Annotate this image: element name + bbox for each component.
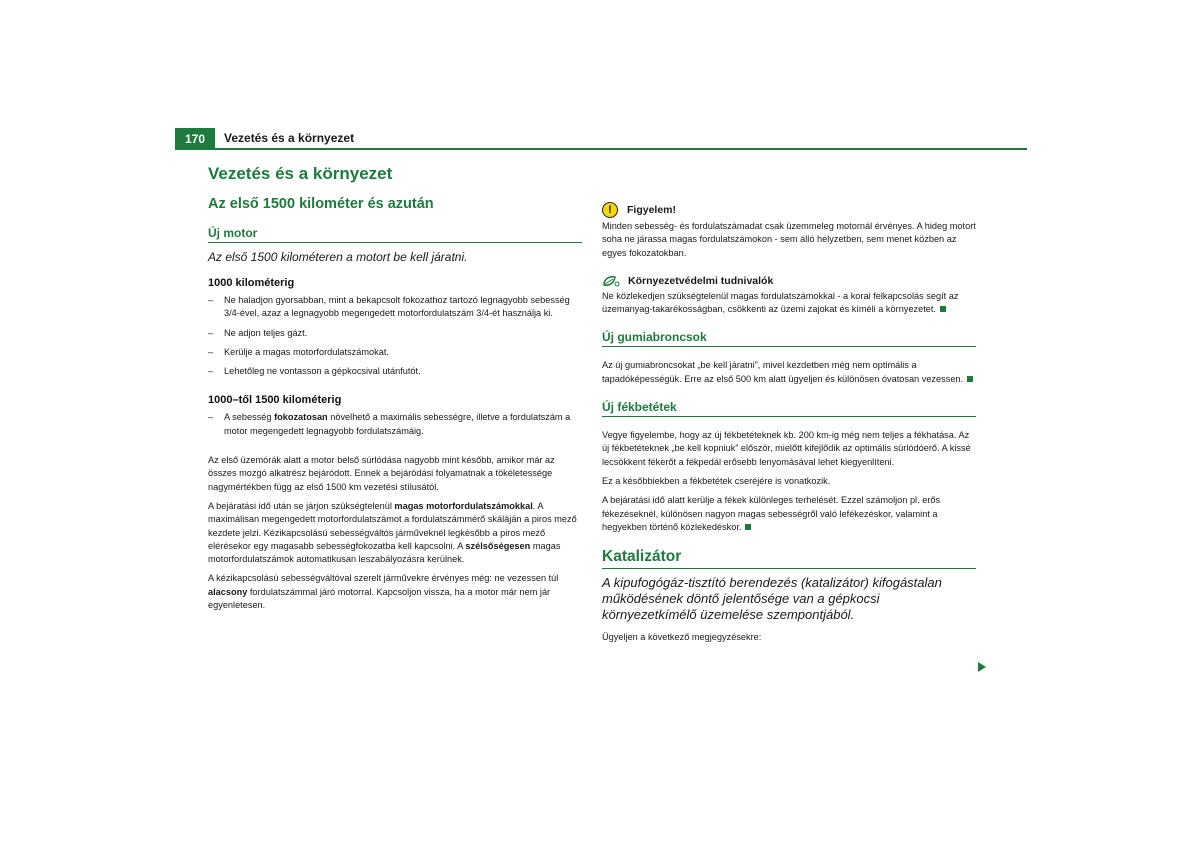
environment-title: Környezetvédelmi tudnivalók	[628, 274, 774, 287]
warning-icon: !	[602, 202, 618, 218]
section-title: Az első 1500 kilométer és azután	[208, 196, 434, 212]
warning-heading	[602, 202, 976, 218]
environment-icon	[602, 274, 620, 288]
left-column	[208, 160, 582, 618]
paragraph-high-rpm: A bejáratási idő után se járjon szükségtelenül magas motorfordulatszámokkal. A maximálisan megengedett motorfordulatszámot a fordulatszámmérő skáláján a piros mező kezdete jelzi. Kézikapcsolású sebességváltós járműveknél legkésőbb a piros mező elérésekor egy magasabb sebességfokozatba kell kapcsolni. A szélsőségesen magas motorfordulatszámok automatikusan leszabályozásra kerülnek.	[208, 500, 577, 565]
page-number: 170	[175, 128, 215, 150]
environment-text: Ne közlekedjen szükségtelenül magas fordulatszámokkal - a korai felkapcsolás segít az üzemanyag-takarékosságban, csökkenti az üzemi zajokat és kíméli a környezetet.	[602, 290, 959, 315]
continue-arrow-icon	[978, 662, 986, 672]
subsection-title-brakes: Új fékbetétek	[602, 400, 976, 417]
heading-1000-1500km: 1000–től 1500 kilométerig	[208, 394, 342, 407]
tyres-text: Az új gumiabroncsokat „be kell járatni”, mivel kezdetben még nem optimális a tapadóképességük. Erre az első 500 km alatt ügyeljen és különösen óvatosan vezessen.	[602, 359, 976, 386]
list-item: – A sebesség fokozatosan növelhető a maximális sebességre, illetve a fordulatszám a motor megengedett legnagyobb fordulatszámáig.	[208, 411, 582, 438]
end-mark-icon	[745, 524, 751, 530]
paragraph-low-rpm: A kézikapcsolású sebességváltóval szerelt járművekre érvényes még: ne vezessen túl alacsony fordulatszámmal járó motorral. Kapcsoljon vissza, ha a motor már nem jár egyenletesen.	[208, 573, 559, 611]
subsection-title-tyres: Új gumiabroncsok	[602, 330, 976, 347]
warning-title: Figyelem!	[627, 204, 677, 216]
list-1000km	[208, 294, 582, 378]
catalyst-lead: A kipufogógáz-tisztító berendezés (katalizátor) kifogástalan működésének döntő jelentősége van a gépkocsi környezetkímélő üzemelése szempontjából.	[602, 575, 942, 623]
list-1000-1500km	[208, 411, 582, 438]
chapter-title: Vezetés és a környezet	[208, 164, 393, 183]
catalyst-text: Ügyeljen a következő megjegyzésekre:	[602, 632, 762, 643]
brakes-paragraph-3: A bejáratási idő alatt kerülje a fékek különleges terhelését. Ezzel számoljon pl. erős fékezéseknél, különösen nagyon magas sebességről való lefékezéskor, valamint a hegyekben történő közlekedéskor.	[602, 495, 941, 532]
paragraph-friction: Az első üzemórák alatt a motor belső súrlódása nagyobb mint később, amikor már az összes mozgó alkatrész bejáródott. Ennek a bejáródási folyamatnak a tökéletessége nagymértékben függ az első 1500 km vezetési stílusától.	[208, 455, 555, 492]
heading-1000km: 1000 kilométerig	[208, 277, 295, 289]
end-mark-icon	[940, 306, 946, 312]
subsection-title-catalyst: Katalizátor	[602, 548, 976, 569]
list-item: – Kerülje a magas motorfordulatszámokat.	[208, 346, 582, 359]
subsection-title-new-engine: Új motor	[208, 226, 582, 243]
brakes-paragraph-2: Ez a későbbiekben a fékbetétek cseréjére is vonatkozik.	[602, 475, 831, 486]
list-item: – Ne haladjon gyorsabban, mint a bekapcsolt fokozathoz tartozó legnagyobb sebesség 3/4-ével, azaz a legnagyobb megengedett motorfordulatszám 3/4-ét használja ki.	[208, 294, 582, 321]
brakes-paragraph-1: Vegye figyelembe, hogy az új fékbetéteknek kb. 200 km-ig még nem teljes a fékhatása. Az új fékbetéteknek „be kell kopniuk” először, mielőtt kifejlődik az optimális súrlódóerő. A kissé lecsökkent fékerőt a fékpedál erősebb lenyomásával lehet kiegyenlíteni.	[602, 430, 971, 467]
environment-heading	[602, 274, 976, 288]
list-item: – Lehetőleg ne vontasson a gépkocsival utánfutót.	[208, 365, 582, 378]
header-rule	[175, 148, 1027, 150]
list-item: – Ne adjon teljes gázt.	[208, 327, 582, 340]
end-mark-icon	[967, 376, 973, 382]
running-title: Vezetés és a környezet	[224, 131, 355, 145]
right-column	[602, 202, 976, 650]
lead-text: Az első 1500 kilométeren a motort be kell járatni.	[208, 250, 468, 264]
warning-text: Minden sebesség- és fordulatszámadat csak üzemmeleg motornál érvényes. A hideg motort soha ne járassa magas fordulatszámokon - sem álló helyzetben, sem menet közben az egyes fokozatokban.	[602, 221, 976, 258]
